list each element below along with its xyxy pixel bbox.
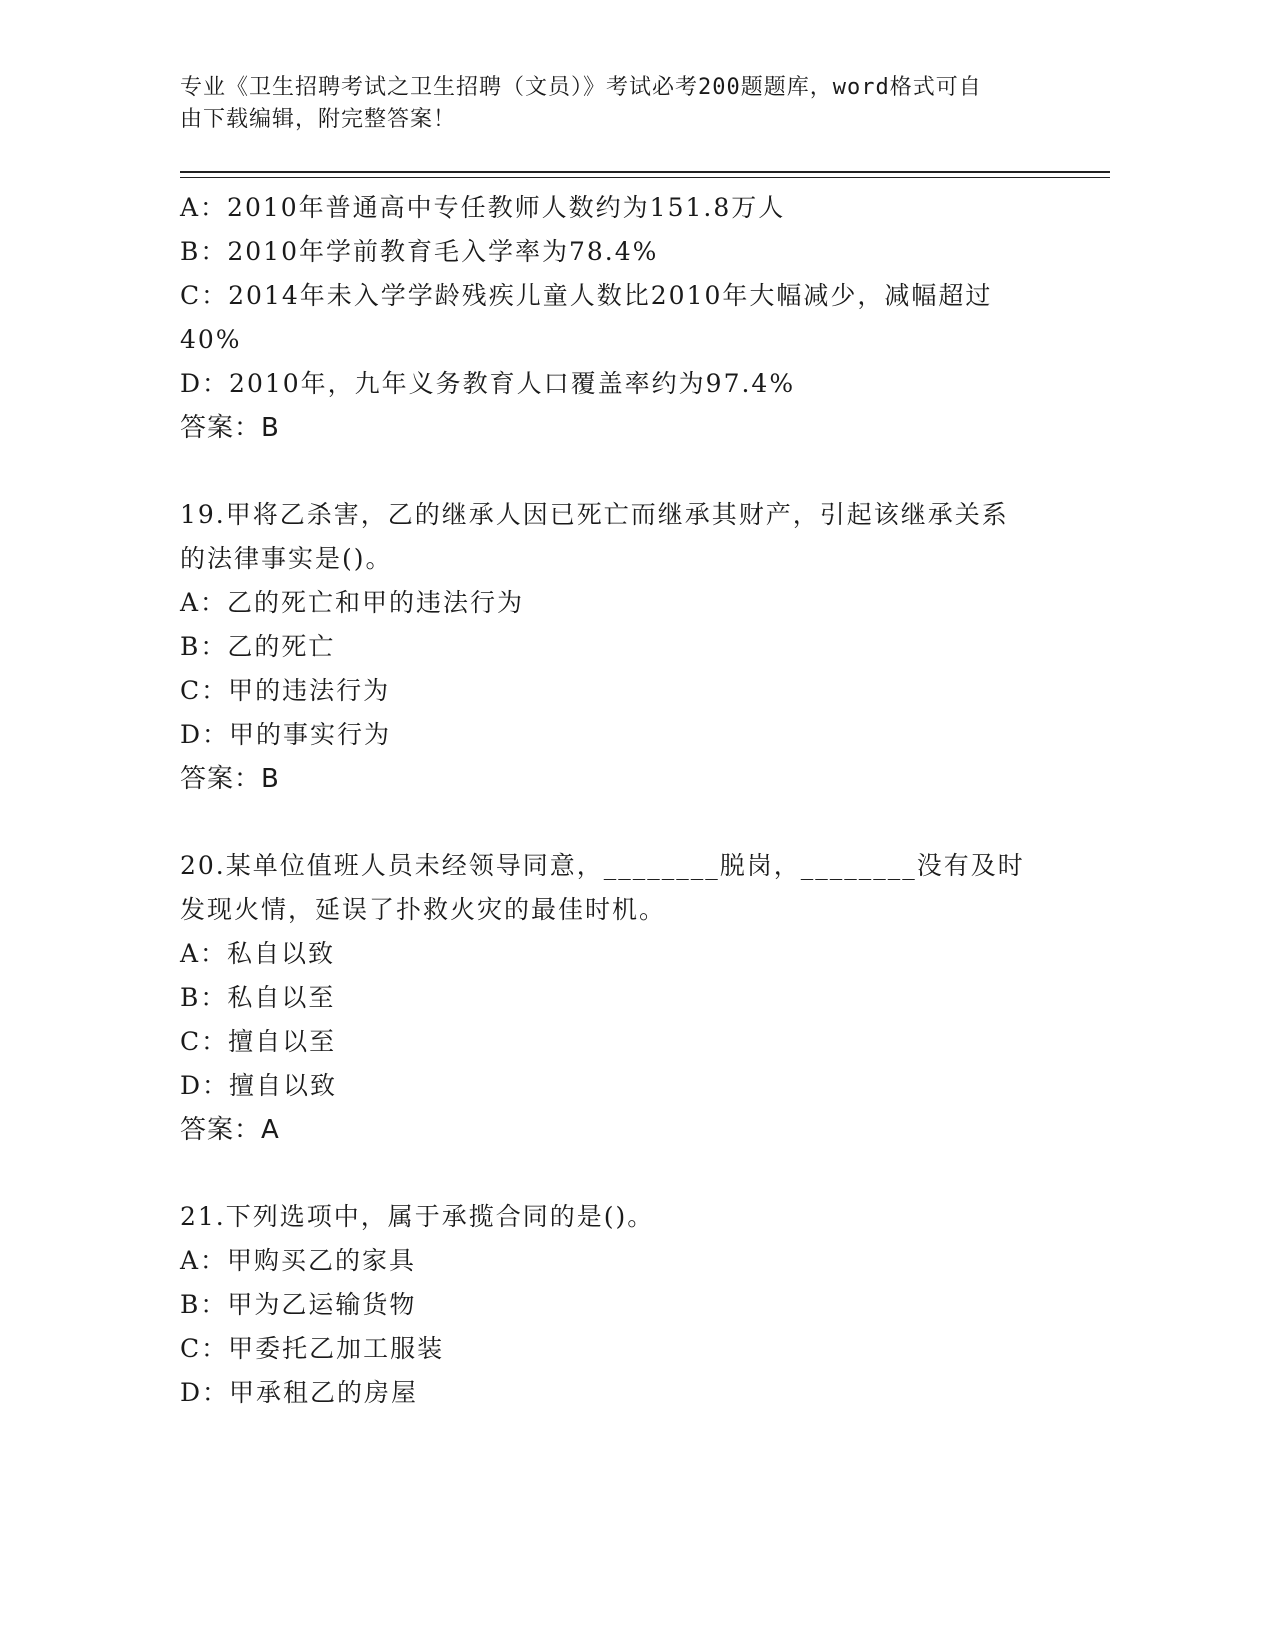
header-divider-thick [180, 171, 1110, 173]
question-text-line-2: 发现火情，延误了扑救火灾的最佳时机。 [180, 895, 667, 924]
header-title-line-2: 由下载编辑，附完整答案！ [180, 107, 457, 132]
question-text-line-1: 21.下列选项中，属于承揽合同的是()。 [180, 1202, 655, 1231]
option-d: D：擅自以致 [180, 1071, 338, 1100]
answer-label: 答案：A [180, 1115, 280, 1145]
question-list [180, 186, 1060, 1415]
header-divider-thin [180, 177, 1110, 178]
option-c-line-1: C：2014年未入学学龄残疾儿童人数比2010年大幅减少，减幅超过 [180, 281, 993, 310]
option-c: C：擅自以至 [180, 1027, 337, 1056]
answer-label: 答案：B [180, 413, 280, 443]
option-d: D：甲的事实行为 [180, 720, 392, 749]
option-b: B：乙的死亡 [180, 632, 336, 661]
question-block-20 [180, 844, 1060, 1152]
block-spacer [180, 801, 1060, 844]
question-block-19 [180, 493, 1060, 801]
question-block-21 [180, 1195, 1060, 1415]
block-spacer [180, 450, 1060, 493]
question-block-previous [180, 186, 1060, 450]
question-text-line-1: 20.某单位值班人员未经领导同意，________脱岗，________没有及时 [180, 851, 1025, 880]
option-b: B：私自以至 [180, 983, 336, 1012]
option-a: A：甲购买乙的家具 [180, 1246, 417, 1275]
block-spacer [180, 1152, 1060, 1195]
document-header [180, 72, 1060, 136]
option-b: B：2010年学前教育毛入学率为78.4% [180, 237, 659, 266]
option-a: A：2010年普通高中专任教师人数约为151.8万人 [180, 193, 786, 222]
option-d: D：2010年，九年义务教育人口覆盖率约为97.4% [180, 369, 796, 398]
answer-label: 答案：B [180, 764, 280, 794]
option-a: A：私自以致 [180, 939, 336, 968]
option-c: C：甲的违法行为 [180, 676, 391, 705]
option-d: D：甲承租乙的房屋 [180, 1378, 419, 1407]
question-text-line-2: 的法律事实是()。 [180, 544, 393, 573]
header-title-line-1: 专业《卫生招聘考试之卫生招聘（文员）》考试必考200题题库，word格式可自 [180, 75, 982, 100]
option-c-line-2: 40% [180, 325, 242, 354]
option-c: C：甲委托乙加工服装 [180, 1334, 445, 1363]
option-b: B：甲为乙运输货物 [180, 1290, 417, 1319]
question-text-line-1: 19.甲将乙杀害，乙的继承人因已死亡而继承其财产，引起该继承关系 [180, 500, 1009, 529]
option-a: A：乙的死亡和甲的违法行为 [180, 588, 525, 617]
